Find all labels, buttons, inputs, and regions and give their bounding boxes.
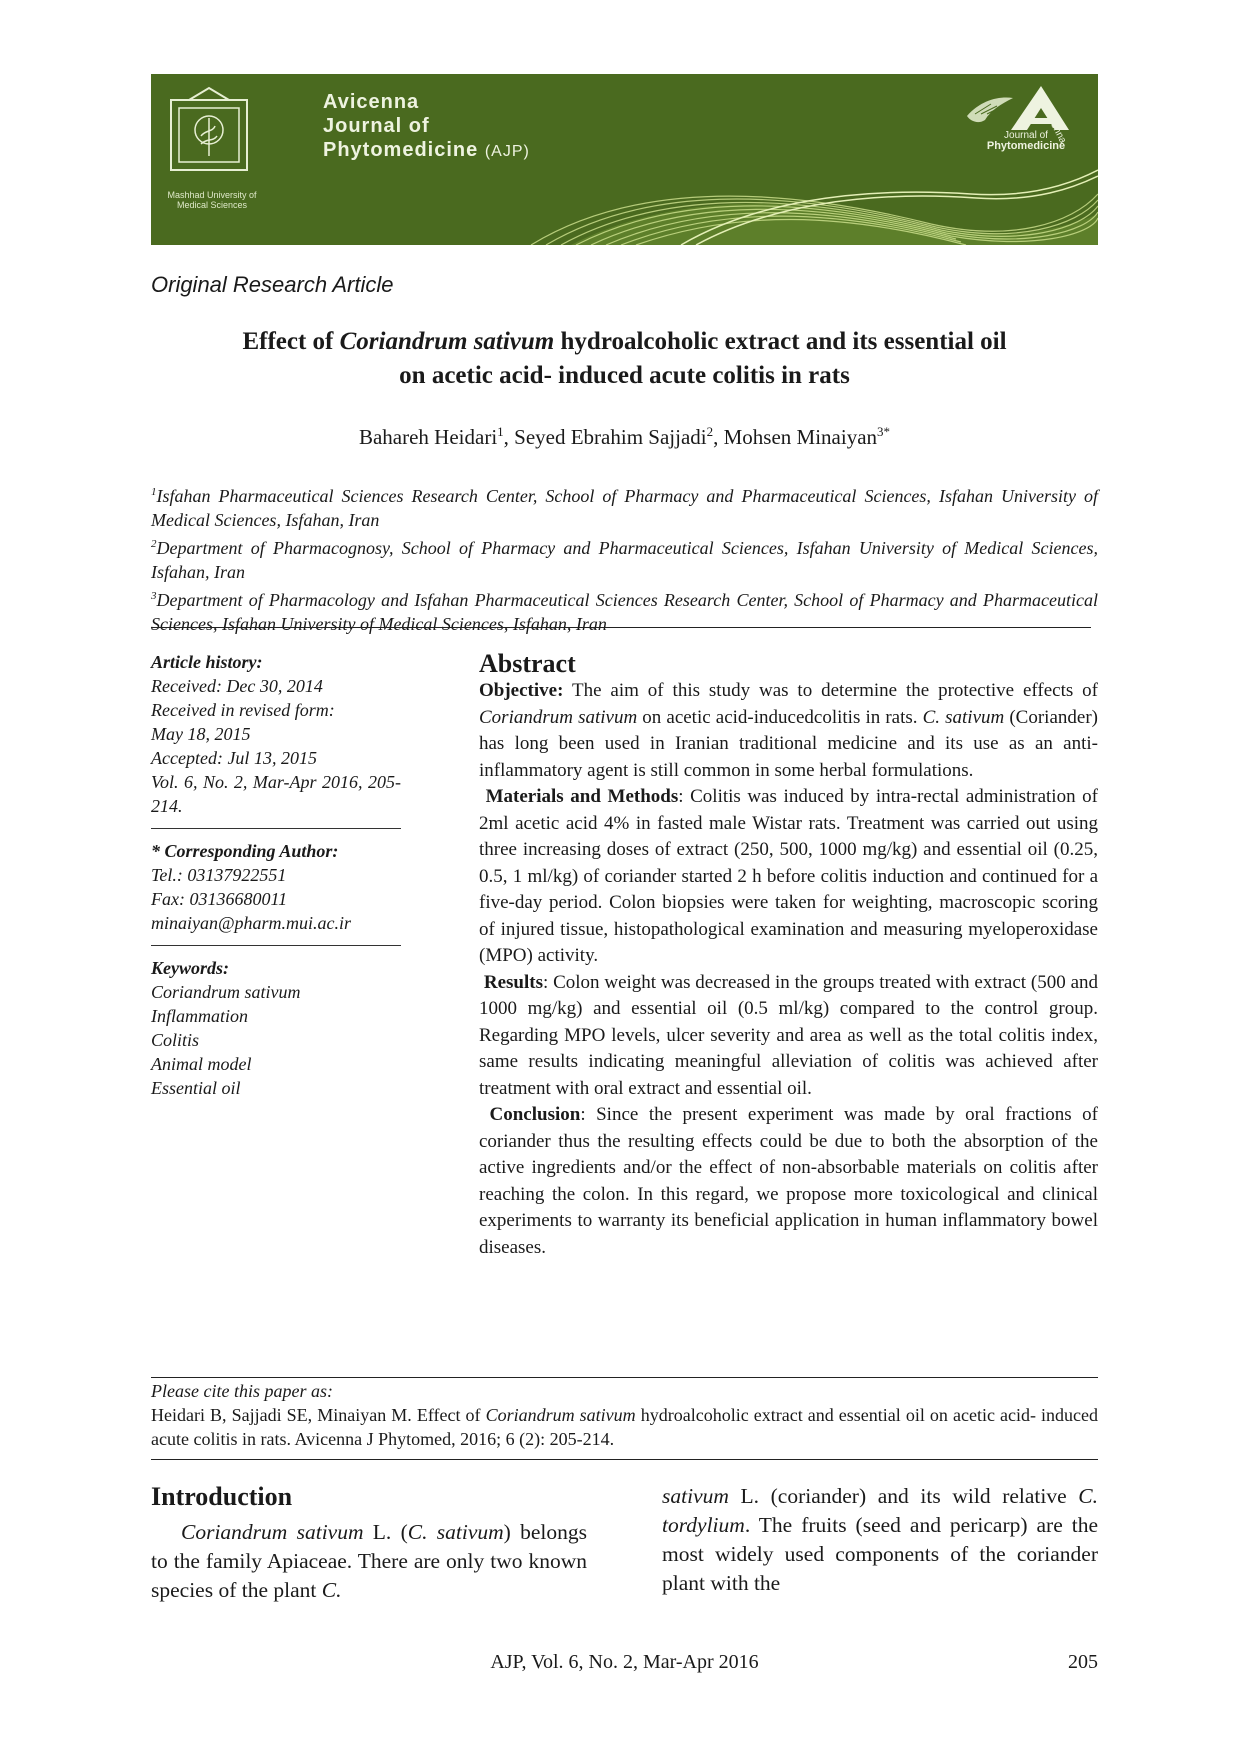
revised-date: May 18, 2015 <box>151 724 251 744</box>
author-name: Bahareh Heidari <box>358 425 498 449</box>
introduction-paragraph <box>151 1518 587 1605</box>
intro-text-b: ) belongs to the family Apiaceae. There are only two known species of the plant <box>151 1520 587 1602</box>
avicenna-logo-vertical-text: Avicenna <box>1039 104 1069 146</box>
journal-name-line3-text: Phytomedicine <box>323 139 479 161</box>
article-history-label: Article history: <box>151 652 263 672</box>
objective-text-c: (Coriander) has long been used in Iranian traditional medicine and its use as an anti-inflammatory agent is still common in some herbal formulations. <box>479 706 1098 781</box>
corresponding-email: minaiyan@pharm.mui.ac.ir <box>151 913 352 933</box>
affiliation <box>151 480 1098 532</box>
affiliation <box>151 584 1098 636</box>
citation-top-divider <box>151 1377 1098 1378</box>
objective-text-a: The aim of this study was to determine the protective effects of <box>563 680 1098 701</box>
author-name: Seyed Ebrahim Sajjadi <box>514 425 707 449</box>
author-affil-mark: 3* <box>877 424 891 439</box>
results-text: : Colon weight was decreased in the groups treated with extract (500 and 1000 mg/kg) and essential oil (0.5 ml/kg) compared to the control group. Regarding MPO levels, ulcer severity and area as well as the total colitis index, same results indicating meaningful alleviation of colitis was achieved after treatment with oral extract and essential oil. <box>479 971 1099 1099</box>
journal-name-line3 <box>323 138 530 164</box>
keyword: Essential oil <box>151 1078 241 1098</box>
intro-right-species: sativum <box>662 1484 729 1508</box>
author-name: Mohsen Minaiyan <box>723 425 878 449</box>
volume-info: Vol. 6, No. 2, Mar-Apr 2016, 205-214. <box>151 772 401 816</box>
journal-name-line1: Avicenna <box>323 91 420 113</box>
header-divider <box>151 627 1091 628</box>
article-type: Original Research Article <box>151 272 394 297</box>
avicenna-logo-caption-bottom: Phytomedicine <box>986 140 1066 152</box>
author-affil-mark: 2 <box>706 424 714 439</box>
intro-right-wild-species: C. tordylium <box>662 1484 1098 1537</box>
journal-banner <box>151 74 1098 245</box>
title-part1: Effect of <box>242 328 340 355</box>
abstract-conclusion <box>479 1102 1098 1261</box>
abstract-heading: Abstract <box>479 649 576 678</box>
title-species: Coriandrum sativum <box>339 328 555 355</box>
abstract-results <box>479 970 1098 1103</box>
info-divider <box>151 945 401 946</box>
citation-text <box>151 1403 1098 1451</box>
title-line2: on acetic acid- induced acute colitis in rats <box>399 362 850 389</box>
affiliation-text: Department of Pharmacognosy, School of Pharmacy and Pharmaceutical Sciences, Isfahan University of Medical Sciences, Isfahan, Iran <box>151 538 1098 582</box>
accepted-date: Accepted: Jul 13, 2015 <box>151 748 317 768</box>
keyword: Inflammation <box>151 1006 248 1026</box>
conclusion-text: : Since the present experiment was made by oral fractions of coriander thus the resulting effects could be due to both the absorption of the active ingredients and/or the effect of non-absorbable materials on colitis after reaching the colon. In this regard, we propose more toxicological and clinical experiments to warranty its beneficial application in human inflammatory bowel diseases. <box>479 1104 1098 1258</box>
affiliation <box>151 532 1098 584</box>
citation-block <box>151 1379 1098 1451</box>
affiliation-mark: 2 <box>151 538 157 550</box>
introduction-column-right <box>662 1482 1098 1598</box>
page-number: 205 <box>1068 1651 1098 1673</box>
university-logo-caption: Mashhad University of Medical Sciences <box>167 190 257 210</box>
corresponding-author <box>151 839 401 935</box>
intro-genus: C. <box>321 1578 342 1602</box>
intro-short-species: C. sativum <box>407 1520 504 1544</box>
article-history <box>151 650 401 818</box>
title-part2: hydroalcoholic extract and its essential oil <box>554 328 1007 355</box>
corresponding-tel: Tel.: 03137922551 <box>151 865 287 885</box>
keyword: Animal model <box>151 1054 252 1074</box>
author-sep: , <box>713 425 724 449</box>
objective-label: Objective: <box>479 680 564 701</box>
intro-right-text-b: L. (coriander) and its wild relative <box>728 1484 1079 1508</box>
abstract <box>479 648 1098 1261</box>
affiliation-text: Isfahan Pharmaceutical Sciences Research Center, School of Pharmacy and Pharmaceutical Sciences, Isfahan University of Medical Sciences, Isfahan, Iran <box>151 486 1098 530</box>
footer-journal-info: AJP, Vol. 6, No. 2, Mar-Apr 2016 <box>490 1651 759 1673</box>
methods-text: : Colitis was induced by intra-rectal administration of 2ml acetic acid 4% in fasted male Wistar rats. Treatment was carried out using three increasing doses of extract (250, 500, 1000 mg/kg) and essential oil (0.25, 0.5, 1 ml/kg) of coriander started 2 h before colitis induction and continued for a five-day period. Colon biopsies were taken for weighting, macroscopic scoring of injured tissue, histopathological examination and measuring myeloperoxidase (MPO) activity. <box>479 786 1099 966</box>
journal-name-line2: Journal of <box>323 115 430 137</box>
keywords-label: Keywords: <box>151 958 229 978</box>
citation-label: Please cite this paper as: <box>151 1381 333 1401</box>
keyword: Coriandrum sativum <box>151 982 301 1002</box>
intro-right-text-d: . The fruits (seed and pericarp) are the most widely used components of the coriander plant with the <box>662 1513 1098 1595</box>
info-divider <box>151 828 401 829</box>
revised-label: Received in revised form: <box>151 700 335 720</box>
received-date: Received: Dec 30, 2014 <box>151 676 323 696</box>
citation-species: Coriandrum sativum <box>485 1405 636 1425</box>
keyword: Colitis <box>151 1030 200 1050</box>
keywords <box>151 956 401 1100</box>
avicenna-logo <box>951 80 1091 170</box>
citation-part1: Heidari B, Sajjadi SE, Minaiyan M. Effect of <box>151 1405 486 1425</box>
objective-species: Coriandrum sativum <box>479 706 638 728</box>
affiliation-mark: 3 <box>151 590 157 602</box>
affiliation-text: Department of Pharmacology and Isfahan Pharmaceutical Sciences Research Center, School of Pharmacy and Pharmaceutical Sciences, Isfahan University of Medical Sciences, Isfahan, Iran <box>151 590 1098 634</box>
intro-text-a: L. ( <box>363 1520 408 1544</box>
affiliations <box>151 480 1098 636</box>
author-sep: , <box>503 425 515 449</box>
citation-bottom-divider <box>151 1459 1098 1460</box>
methods-label: Materials and Methods <box>485 786 679 807</box>
abstract-objective <box>479 678 1098 784</box>
introduction-column-left <box>151 1518 587 1605</box>
author-list <box>151 424 1098 450</box>
journal-name <box>323 90 530 164</box>
abstract-methods <box>479 784 1098 970</box>
journal-abbr: (AJP) <box>484 143 530 160</box>
objective-text-b: on acetic acid-inducedcolitis in rats. <box>637 706 923 728</box>
article-info-column <box>151 650 401 1100</box>
affiliation-mark: 1 <box>151 486 157 498</box>
author-affil-mark: 1 <box>497 424 504 439</box>
avicenna-logo-caption-top: Journal of <box>1004 130 1048 141</box>
intro-species: Coriandrum sativum <box>181 1520 364 1544</box>
conclusion-label: Conclusion <box>489 1104 581 1125</box>
introduction-paragraph-continued <box>662 1482 1098 1598</box>
results-label: Results <box>483 971 543 993</box>
university-logo <box>167 86 251 186</box>
citation-part2: hydroalcoholic extract and essential oil on acetic acid- induced acute colitis in rats. Avicenna J Phytomed, 2016; 6 (2): 205-214. <box>151 1405 1099 1449</box>
corresponding-author-label: * Corresponding Author: <box>151 841 339 861</box>
corresponding-fax: Fax: 03136680011 <box>151 889 288 909</box>
article-title <box>151 325 1098 393</box>
objective-short-species: C. sativum <box>922 706 1005 728</box>
introduction-heading: Introduction <box>151 1482 293 1511</box>
